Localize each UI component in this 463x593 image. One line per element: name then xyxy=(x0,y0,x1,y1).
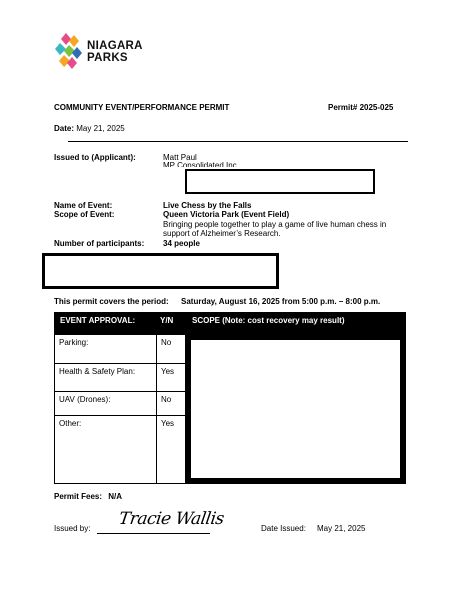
logo-line1: NIAGARA xyxy=(87,40,143,52)
table-row-item: Other: xyxy=(54,415,157,484)
fees-row xyxy=(54,492,122,501)
date-issued-label: Date Issued: xyxy=(261,524,306,533)
header-yn: Y/N xyxy=(160,316,174,325)
table-row-yn: No xyxy=(156,334,186,364)
event-name-value: Live Chess by the Falls xyxy=(163,201,252,210)
table-row-yn: Yes xyxy=(156,415,186,484)
signature-line xyxy=(97,533,210,534)
participants-value: 34 people xyxy=(163,239,200,248)
redaction-box xyxy=(42,253,279,289)
logo-line2: PARKS xyxy=(87,52,128,64)
table-row-item: Health & Safety Plan: xyxy=(54,363,157,392)
date-row xyxy=(54,124,125,133)
table-row-item: UAV (Drones): xyxy=(54,391,157,416)
fees-label: Permit Fees: xyxy=(54,492,103,501)
participants-label: Number of participants: xyxy=(54,239,145,248)
applicant-label: Issued to (Applicant): xyxy=(54,153,136,162)
scope-redacted-area xyxy=(185,334,406,484)
document-title: COMMUNITY EVENT/PERFORMANCE PERMIT xyxy=(54,103,230,112)
approval-table-header xyxy=(54,312,406,334)
date-value: May 21, 2025 xyxy=(76,124,125,133)
fees-value: N/A xyxy=(108,492,123,501)
header-event-approval: EVENT APPROVAL: xyxy=(60,316,136,325)
signature: Tracie Wallis xyxy=(117,509,226,529)
period-value: Saturday, August 16, 2025 from 5:00 p.m. – 8:00 p.m. xyxy=(181,297,381,306)
table-row-item: Parking: xyxy=(54,334,157,364)
event-name-label: Name of Event: xyxy=(54,201,113,210)
header-scope: SCOPE (Note: cost recovery may result) xyxy=(192,316,345,325)
event-description-line2: support of Alzheimer’s Research. xyxy=(163,229,281,238)
event-scope-value: Queen Victoria Park (Event Field) xyxy=(163,210,290,219)
issued-by-label: Issued by: xyxy=(54,524,91,533)
logo-wordmark xyxy=(87,40,143,64)
divider xyxy=(68,141,408,142)
applicant-company: MP Consolidated Inc. xyxy=(163,161,239,167)
table-row-yn: Yes xyxy=(156,363,186,392)
date-label: Date: xyxy=(54,124,75,133)
event-description-line1: Bringing people together to play a game of live human chess in xyxy=(163,220,387,229)
event-scope-label: Scope of Event: xyxy=(54,210,115,219)
applicant-name: Matt Paul xyxy=(163,153,197,162)
redaction-box xyxy=(185,169,375,194)
date-issued-value: May 21, 2025 xyxy=(317,524,366,533)
permit-number: Permit# 2025-025 xyxy=(328,103,394,112)
table-row-yn: No xyxy=(156,391,186,416)
period-label: This permit covers the period: xyxy=(54,297,169,306)
